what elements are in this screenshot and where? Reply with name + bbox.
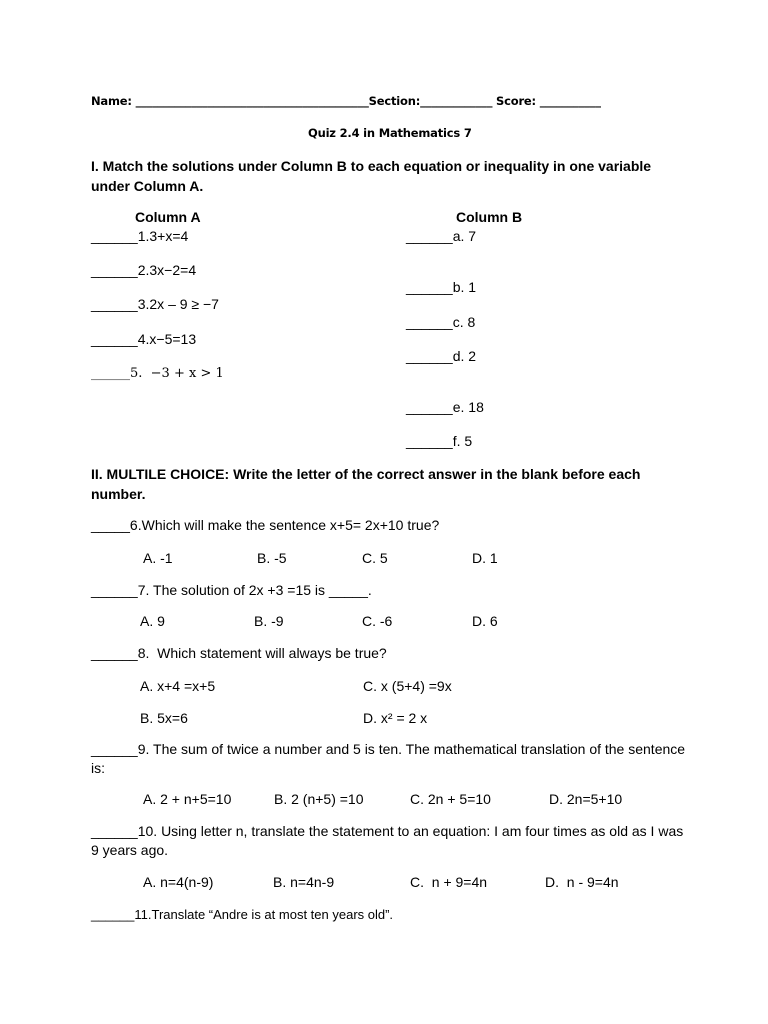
column-a-item-4: ______4.x−5=13 bbox=[91, 331, 197, 347]
q6-choice-d: D. 1 bbox=[472, 550, 498, 566]
question-9-line1: ______9. The sum of twice a number and 5 is ten. The mathematical translation of the sentence bbox=[91, 741, 686, 757]
column-b-header: Column B bbox=[456, 209, 523, 225]
q7-choice-b: B. -9 bbox=[254, 613, 284, 629]
question-6: _____6.Which will make the sentence x+5= 2x+10 true? bbox=[91, 517, 440, 533]
question-10-line1: ______10. Using letter n, translate the statement to an equation: I am four times as old as I was bbox=[91, 823, 684, 839]
column-b-item-e: ______e. 18 bbox=[406, 399, 484, 415]
question-9-line2: is: bbox=[91, 760, 105, 776]
q6-choice-a: A. -1 bbox=[143, 550, 173, 566]
q8-choice-c: C. x (5+4) =9x bbox=[363, 678, 452, 694]
name-section-score-line: Name: __________________________________________Section:_____________ Score: ___________ bbox=[91, 94, 601, 108]
column-b-item-c: ______c. 8 bbox=[406, 314, 476, 330]
column-b-item-d: ______d. 2 bbox=[406, 348, 477, 364]
part2-instruction-line1: II. MULTILE CHOICE: Write the letter of the correct answer in the blank before each bbox=[91, 466, 641, 482]
q10-choice-c: C. n + 9=4n bbox=[410, 874, 488, 890]
question-7: ______7. The solution of 2x +3 =15 is _____. bbox=[91, 582, 372, 598]
q10-choice-d: D. n - 9=4n bbox=[545, 874, 619, 890]
q9-choice-c: C. 2n + 5=10 bbox=[410, 791, 491, 807]
q8-choice-b: B. 5x=6 bbox=[140, 710, 188, 726]
question-10-line2: 9 years ago. bbox=[91, 842, 169, 858]
q6-choice-c: C. 5 bbox=[362, 550, 388, 566]
column-a-item-5: ______5. −3 + x > 1 bbox=[91, 366, 224, 381]
q10-choice-b: B. n=4n-9 bbox=[273, 874, 335, 890]
q9-choice-b: B. 2 (n+5) =10 bbox=[274, 791, 364, 807]
column-b-item-f: ______f. 5 bbox=[406, 433, 473, 449]
column-a-item-1: ______1.3+x=4 bbox=[91, 228, 189, 244]
part2-instruction-line2: number. bbox=[91, 486, 146, 502]
column-a-item-3: ______3.2x – 9 ≥ −7 bbox=[91, 296, 219, 312]
column-a-header: Column A bbox=[135, 209, 201, 225]
quiz-title: Quiz 2.4 in Mathematics 7 bbox=[308, 126, 472, 140]
part1-instruction-line2: under Column A. bbox=[91, 178, 204, 194]
q10-choice-a: A. n=4(n-9) bbox=[143, 874, 214, 890]
column-a-item-2: ______2.3x−2=4 bbox=[91, 262, 197, 278]
q9-choice-d: D. 2n=5+10 bbox=[549, 791, 623, 807]
q7-choice-d: D. 6 bbox=[472, 613, 498, 629]
column-b-item-a: ______a. 7 bbox=[406, 228, 477, 244]
q7-choice-a: A. 9 bbox=[140, 613, 165, 629]
q8-choice-d: D. x² = 2 x bbox=[363, 710, 428, 726]
q6-choice-b: B. -5 bbox=[257, 550, 287, 566]
part1-instruction-line1: I. Match the solutions under Column B to each equation or inequality in one variable bbox=[91, 158, 652, 174]
question-8: ______8. Which statement will always be true? bbox=[91, 645, 387, 661]
question-11: ______11.Translate “Andre is at most ten years old”. bbox=[91, 907, 394, 922]
column-b-item-b: ______b. 1 bbox=[406, 279, 477, 295]
q9-choice-a: A. 2 + n+5=10 bbox=[143, 791, 232, 807]
q8-choice-a: A. x+4 =x+5 bbox=[140, 678, 216, 694]
q7-choice-c: C. -6 bbox=[362, 613, 393, 629]
